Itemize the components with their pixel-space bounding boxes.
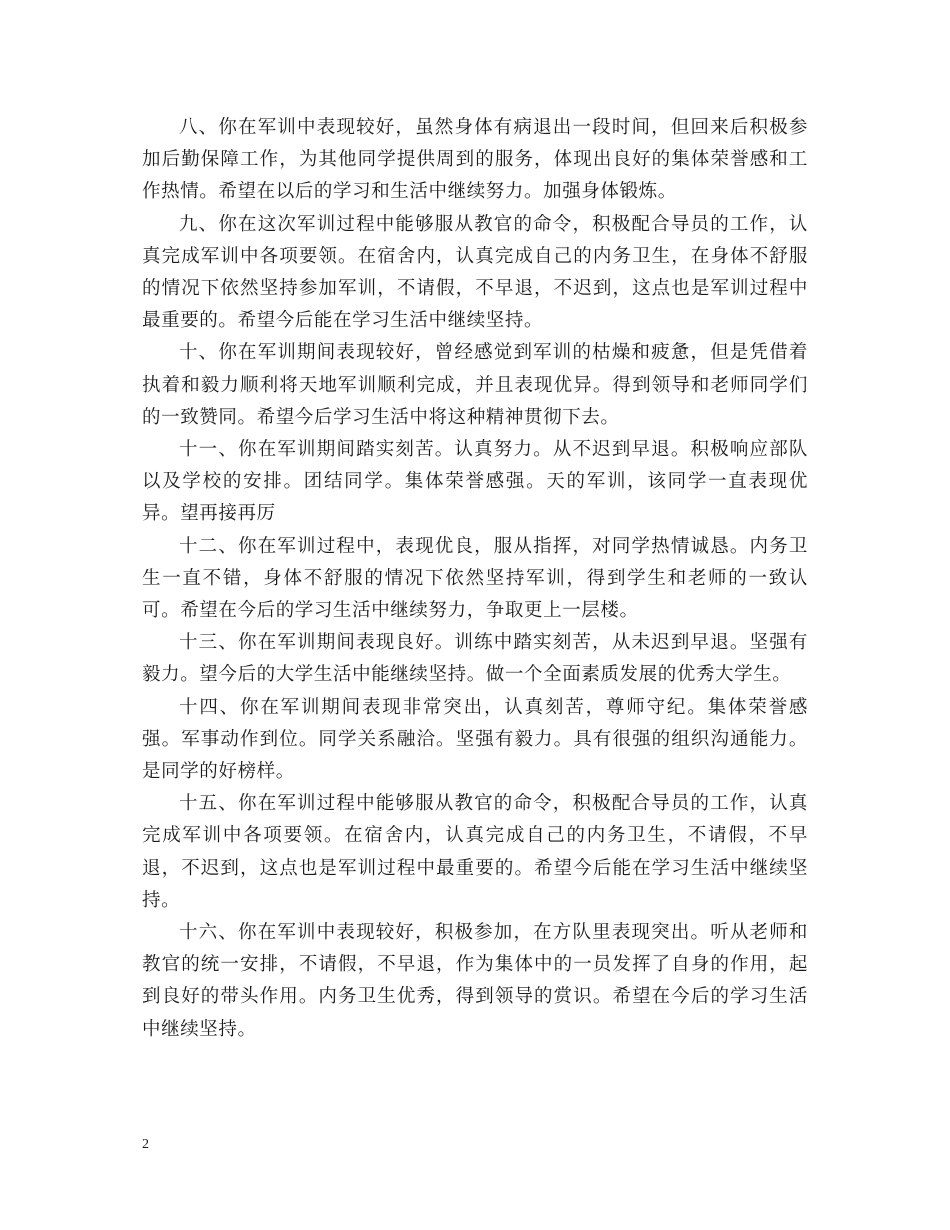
paragraph-16: 十六、你在军训中表现较好，积极参加，在方队里表现突出。听从老师和教官的统一安排，不请假，不早退，作为集体中的一员发挥了自身的作用，起到良好的带头作用。内务卫生优秀，得到领导的赏识。希望在今后的学习生活中继续坚持。 [142, 922, 808, 1040]
paragraph-9: 九、你在这次军训过程中能够服从教官的命令，积极配合导员的工作，认真完成军训中各项要领。在宿舍内，认真完成自己的内务卫生，在身体不舒服的情况下依然坚持参加军训，不请假，不早退，不迟到，这点也是军训过程中最重要的。希望今后能在学习生活中继续坚持。 [142, 213, 808, 332]
paragraph-14: 十四、你在军训期间表现非常突出，认真刻苦，尊师守纪。集体荣誉感强。军事动作到位。同学关系融洽。坚强有毅力。具有很强的组织沟通能力。是同学的好榜样。 [142, 696, 808, 783]
paragraph-11: 十一、你在军训期间踏实刻苦。认真努力。从不迟到早退。积极响应部队以及学校的安排。团结同学。集体荣誉感强。天的军训，该同学一直表现优异。望再接再厉 [142, 439, 808, 525]
paragraph-15: 十五、你在军训过程中能够服从教官的命令，积极配合导员的工作，认真完成军训中各项要领。在宿舍内，认真完成自己的内务卫生，不请假，不早退，不迟到，这点也是军训过程中最重要的。希望今后能在学习生活中继续坚持。 [142, 793, 808, 911]
paragraph-10: 十、你在军训期间表现较好，曾经感觉到军训的枯燥和疲惫，但是凭借着执着和毅力顺利将天地军训顺利完成，并且表现优异。得到领导和老师同学们的一致赞同。希望今后学习生活中将这种精神贯彻下去。 [142, 342, 808, 428]
document-body [142, 112, 808, 1046]
paragraph-12: 十二、你在军训过程中，表现优良，服从指挥，对同学热情诚恳。内务卫生一直不错，身体不舒服的情况下依然坚持军训，得到学生和老师的一致认可。希望在今后的学习生活中继续努力，争取更上一层楼。 [142, 535, 808, 622]
paragraph-13: 十三、你在军训期间表现良好。训练中踏实刻苦，从未迟到早退。坚强有毅力。望今后的大学生活中能继续坚持。做一个全面素质发展的优秀大学生。 [142, 632, 808, 686]
page-number: 2 [142, 1137, 149, 1152]
paragraph-8: 八、你在军训中表现较好，虽然身体有病退出一段时间，但回来后积极参加后勤保障工作，为其他同学提供周到的服务，体现出良好的集体荣誉感和工作热情。希望在以后的学习和生活中继续努力。加强身体锻炼。 [142, 117, 808, 203]
